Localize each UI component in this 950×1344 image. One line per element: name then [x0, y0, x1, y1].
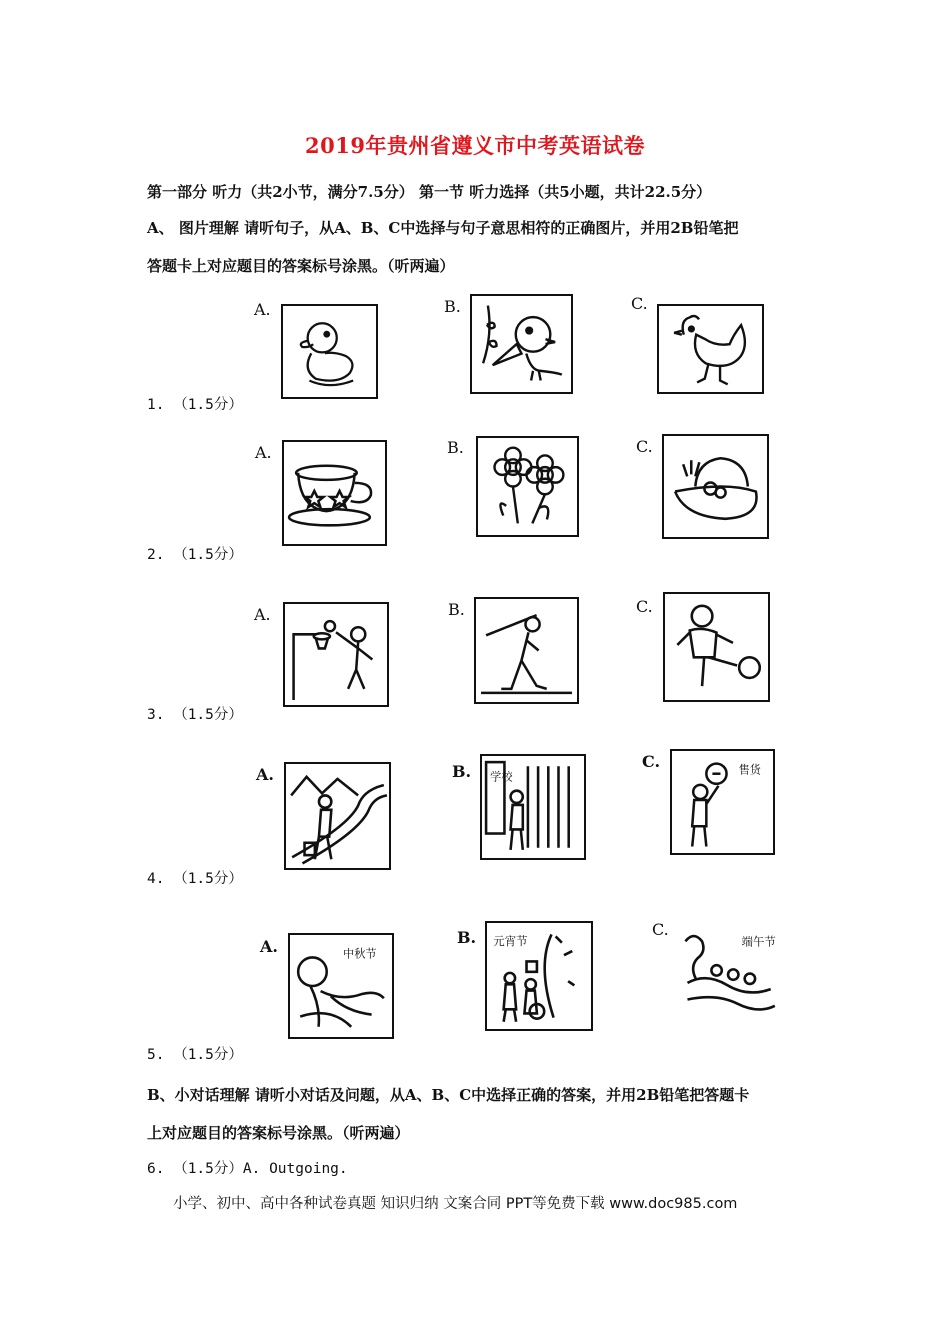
- section-b-line1: B、小对话理解 请听小对话及问题，从A、B、C中选择正确的答案，并用2B铅笔把答题卡: [147, 1086, 750, 1104]
- section-a-line1: A、 图片理解 请听句子，从A、B、C中选择与句子意思相符的正确图片，并用2B铅笔把: [147, 219, 739, 237]
- boy-school-icon: [480, 754, 586, 860]
- section-a-line2: 答题卡上对应题目的答案标号涂黑。（听两遍）: [147, 257, 455, 275]
- teacup-icon: [282, 440, 387, 546]
- part-header: 第一部分 听力（共2小节，满分7.5分） 第一节 听力选择（共5小题，共计22.5分）: [147, 183, 712, 201]
- mid-autumn-text: 中秋节: [343, 947, 377, 961]
- q5-number: 5. （1.5分）: [147, 1047, 243, 1063]
- q2-option-b: B.: [447, 438, 464, 457]
- q3-option-c: C.: [636, 597, 653, 616]
- basketball-player-icon: [283, 602, 389, 707]
- q2-number: 2. （1.5分）: [147, 547, 243, 563]
- dragon-boat-text: 端午节: [741, 934, 776, 949]
- footer-text: 小学、初中、高中各种试卷真题 知识归纳 文案合同 PPT等免费下载 www.doc985.com: [173, 1196, 738, 1212]
- page-title: 2019年贵州省遵义市中考英语试卷: [305, 133, 645, 158]
- q1-option-b: B.: [444, 297, 461, 316]
- section-b-line2: 上对应题目的答案标号涂黑。（听两遍）: [147, 1124, 410, 1142]
- q5-option-c: C.: [652, 920, 669, 939]
- q3-option-b: B.: [448, 600, 465, 619]
- q3-number: 3. （1.5分）: [147, 707, 243, 723]
- school-sign-text: 学校: [490, 770, 513, 784]
- q4-number: 4. （1.5分）: [147, 871, 243, 887]
- q2-option-c: C.: [636, 437, 653, 456]
- q2-option-a: A.: [255, 443, 272, 462]
- q6-line: 6. （1.5分）A. Outgoing.: [147, 1161, 348, 1177]
- lantern-festival-icon: [485, 921, 593, 1031]
- q5-option-a: A.: [260, 937, 278, 956]
- q3-option-a: A.: [254, 605, 271, 624]
- dragon-boat-icon: [675, 920, 779, 1025]
- bird-on-branch-icon: [470, 294, 573, 394]
- boy-shop-icon: [670, 749, 775, 855]
- sun-hat-icon: [662, 434, 769, 539]
- shop-sign-text: 售货: [738, 763, 761, 777]
- lantern-festival-text: 元宵节: [493, 933, 528, 948]
- rooster-icon: [657, 304, 764, 394]
- q1-option-a: A.: [254, 300, 271, 319]
- q1-option-c: C.: [631, 294, 648, 313]
- boy-road-icon: [284, 762, 391, 870]
- q4-option-b: B.: [452, 762, 472, 781]
- soccer-player-icon: [663, 592, 770, 702]
- duck-icon: [281, 304, 378, 399]
- q1-number: 1. （1.5分）: [147, 397, 243, 413]
- baseball-player-icon: [474, 597, 579, 704]
- q4-option-a: A.: [256, 765, 274, 784]
- mid-autumn-icon: [288, 933, 394, 1039]
- flowers-icon: [476, 436, 579, 537]
- q4-option-c: C.: [642, 752, 661, 771]
- q5-option-b: B.: [457, 928, 477, 947]
